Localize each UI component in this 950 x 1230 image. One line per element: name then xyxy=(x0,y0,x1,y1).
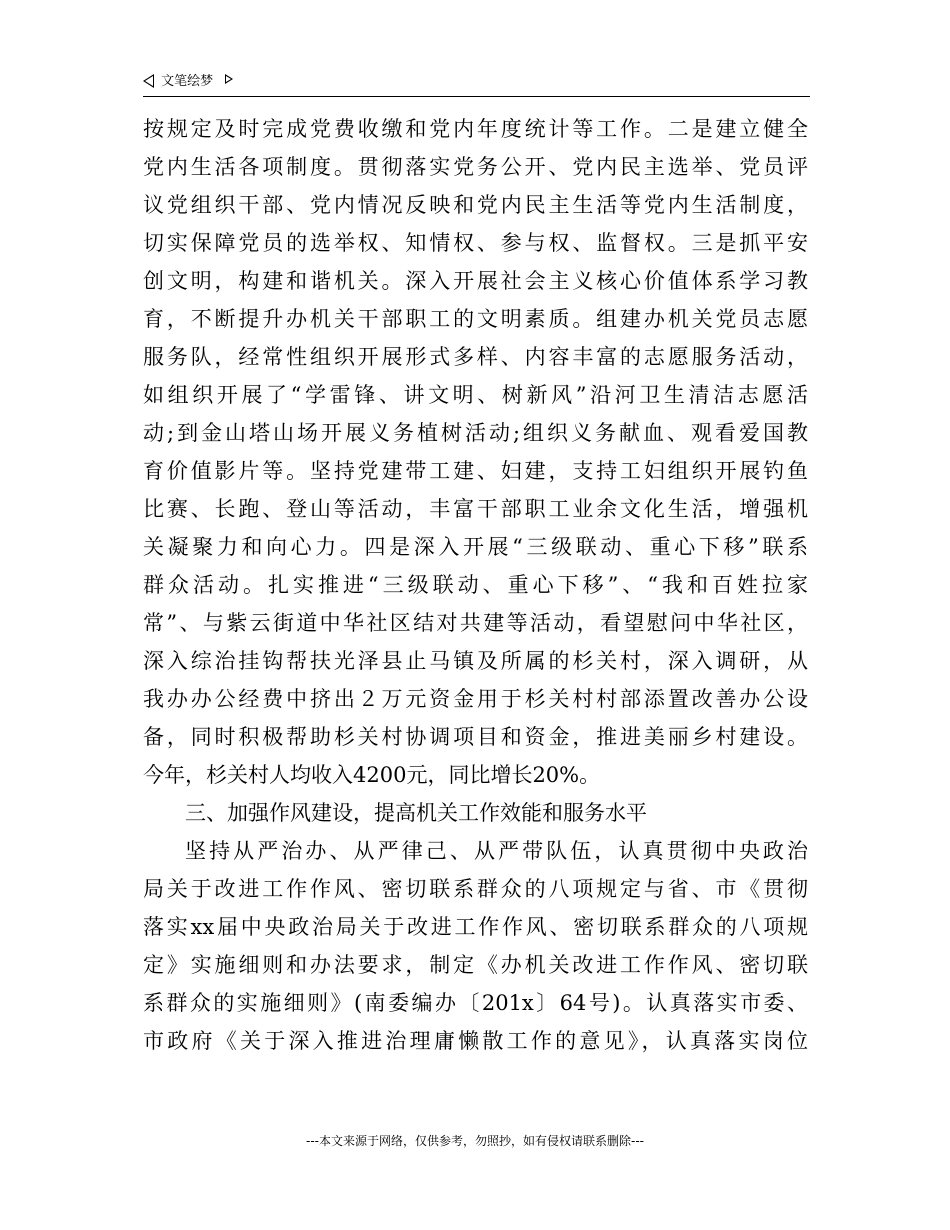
body-line: 切实保障党员的选举权、知情权、参与权、监督权。三是抓平安 xyxy=(143,231,808,255)
section-line: 落实xx届中央政治局关于改进工作作风、密切联系群众的八项规 xyxy=(143,915,808,939)
body-line: 议党组织干部、党内情况反映和党内民主生活等党内生活制度， xyxy=(143,193,808,217)
body-line: 深入综治挂钩帮扶光泽县止马镇及所属的杉关村，深入调研，从 xyxy=(143,649,808,673)
footer-notice: ---本文来源于网络，仅供参考，勿照抄，如有侵权请联系删除--- xyxy=(306,1134,644,1148)
header-brand: 文笔绘梦 xyxy=(161,74,214,89)
body-line: 动;到金山塔山场开展义务植树活动;组织义务献血、观看爱国教 xyxy=(143,421,808,445)
body-line: 党内生活各项制度。贯彻落实党务公开、党内民主选举、党员评 xyxy=(143,155,808,179)
section-line: 局关于改进工作作风、密切联系群众的八项规定与省、市《贯彻 xyxy=(143,877,808,901)
body-line: 育，不断提升办机关干部职工的文明素质。组建办机关党员志愿 xyxy=(143,307,808,331)
document-body xyxy=(143,110,808,1060)
body-line: 育价值影片等。坚持党建带工建、妇建，支持工妇组织开展钓鱼 xyxy=(143,459,808,483)
body-line: 服务队，经常性组织开展形式多样、内容丰富的志愿服务活动， xyxy=(143,345,808,369)
section-line: 系群众的实施细则》(南委编办〔201x〕64号)。认真落实市委、 xyxy=(143,991,808,1015)
body-line: 创文明，构建和谐机关。深入开展社会主义核心价值体系学习教 xyxy=(143,269,808,293)
page-header xyxy=(143,72,810,97)
body-line: 关凝聚力和向心力。四是深入开展“三级联动、重心下移”联系 xyxy=(143,535,808,559)
triangle-left-icon xyxy=(143,74,154,88)
section-heading: 三、加强作风建设，提高机关工作效能和服务水平 xyxy=(185,801,647,825)
body-line: 比赛、长跑、登山等活动，丰富干部职工业余文化生活，增强机 xyxy=(143,497,808,521)
section-line: 定》实施细则和办法要求，制定《办机关改进工作作风、密切联 xyxy=(143,953,808,977)
triangle-right-icon xyxy=(225,74,233,84)
body-line: 今年，杉关村人均收入4200元，同比增长20%。 xyxy=(143,763,601,787)
body-line: 我办办公经费中挤出２万元资金用于杉关村村部添置改善办公设 xyxy=(143,687,808,711)
body-line: 群众活动。扎实推进“三级联动、重心下移”、“我和百姓拉家 xyxy=(143,573,808,597)
body-line: 按规定及时完成党费收缴和党内年度统计等工作。二是建立健全 xyxy=(143,117,808,141)
section-line: 坚持从严治办、从严律己、从严带队伍，认真贯彻中央政治 xyxy=(185,839,808,863)
body-line: 备，同时积极帮助杉关村协调项目和资金，推进美丽乡村建设。 xyxy=(143,725,808,749)
body-line: 如组织开展了“学雷锋、讲文明、树新风”沿河卫生清洁志愿活 xyxy=(143,383,808,407)
body-line: 常”、与紫云街道中华社区结对共建等活动，看望慰问中华社区， xyxy=(143,611,808,635)
section-line: 市政府《关于深入推进治理庸懒散工作的意见》，认真落实岗位 xyxy=(143,1029,808,1053)
